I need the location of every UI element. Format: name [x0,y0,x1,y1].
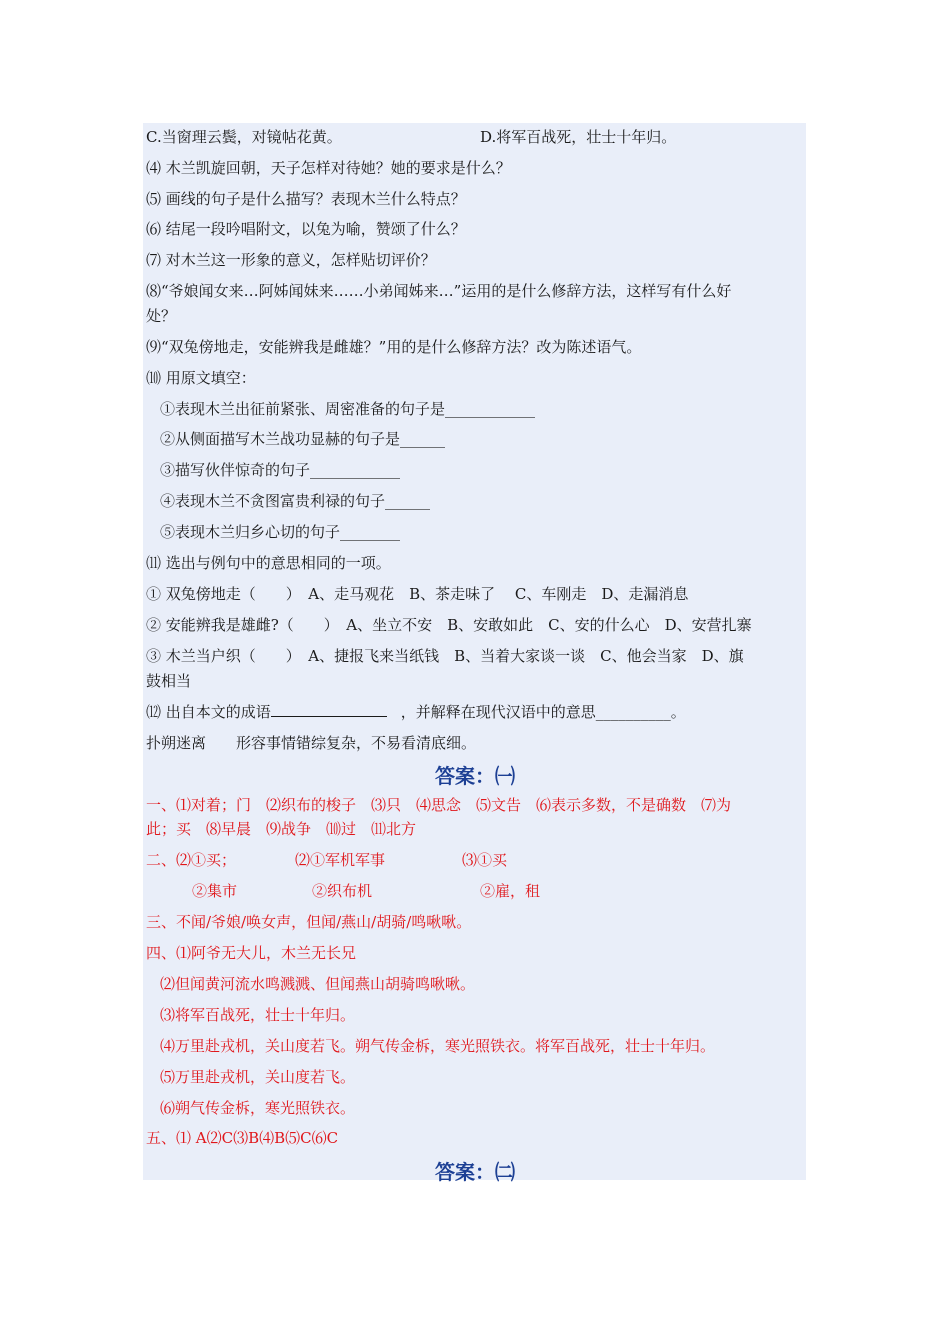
answer-2-row2-col3: ②雇，租 [480,882,541,900]
q3-option-c: C.当窗理云鬓，对镜帖花黄。 [146,128,342,146]
q12-prefix: ⑿ 出自本文的成语 [146,703,271,721]
q12-suffix: ，并解释在现代汉语中的意思__________。 [400,703,686,721]
answer-2-row2-col2: ②织布机 [312,882,373,900]
answer-2-col3: ⑶①买 [462,851,508,869]
answer-2-row2-col1: ②集市 [192,882,238,900]
q10-item-1: ①表现木兰出征前紧张、周密准备的句子是____________ [160,400,536,418]
answer-5: 五、⑴ A⑵C⑶B⑷B⑸C⑹C [146,1129,339,1147]
question-9: ⑼“双兔傍地走，安能辨我是雌雄？”用的是什么修辞方法？改为陈述语气。 [146,338,642,356]
q11-item-2: ② 安能辨我是雄雌?（ ） A、坐立不安 B、安敢如此 C、安的什么心 D、安营扎寨 [146,616,752,634]
q10-item-2: ②从侧面描写木兰战功显赫的句子是______ [160,430,446,448]
question-12 [146,702,686,722]
question-10: ⑽ 用原文填空： [146,369,256,387]
answer-4-item-2: ⑵但闻黄河流水鸣溅溅、但闻燕山胡骑鸣啾啾。 [160,975,476,993]
answer-4: 四、⑴阿爷无大儿，木兰无长兄 [146,944,357,962]
q11-item-3: ③ 木兰当户织（ ） A、捷报飞来当纸钱 B、当着大家谈一谈 C、他会当家 D、旗 [146,647,744,665]
answer-4-item-5: ⑸万里赴戎机，关山度若飞。 [160,1068,356,1086]
question-7: ⑺ 对木兰这一形象的意义，怎样贴切评价？ [146,251,436,269]
question-8-line1: ⑻“爷娘闻女来…阿姊闻妹来……小弟闻姊来…”运用的是什么修辞方法，这样写有什么好 [146,282,732,300]
answers-2-title: 答案：㈡ [435,1160,515,1184]
q12-answer: 扑朔迷离 形容事情错综复杂，不易看清底细。 [146,734,477,752]
question-11: ⑾ 选出与例句中的意思相同的一项。 [146,554,391,572]
q3-option-d: D.将军百战死，壮士十年归。 [480,128,677,146]
question-6: ⑹ 结尾一段吟唱附文，以兔为喻，赞颂了什么？ [146,220,466,238]
answer-3: 三、不闻/爷娘/唤女声，但闻/燕山/胡骑/鸣啾啾。 [146,913,472,931]
answer-4-item-4: ⑷万里赴戎机，关山度若飞。朔气传金柝，寒光照铁衣。将军百战死，壮士十年归。 [160,1037,716,1055]
q12-blank [271,702,387,717]
q10-item-3: ③描写伙伴惊奇的句子____________ [160,461,401,479]
q11-item-1: ① 双兔傍地走（ ） A、走马观花 B、茶走味了 C、车刚走 D、走漏消息 [146,585,689,603]
answer-4-item-6: ⑹朔气传金柝，寒光照铁衣。 [160,1099,356,1117]
q10-item-5: ⑤表现木兰归乡心切的句子________ [160,523,401,541]
question-5: ⑸ 画线的句子是什么描写？表现木兰什么特点？ [146,190,466,208]
question-4: ⑷ 木兰凯旋回朝，天子怎样对待她？她的要求是什么？ [146,159,511,177]
answer-2-col1: 二、⑵①买； [146,851,237,869]
answer-4-item-3: ⑶将军百战死，壮士十年归。 [160,1006,356,1024]
answer-1-line2: 此；买 ⑻早晨 ⑼战争 ⑽过 ⑾北方 [146,820,417,838]
answer-2-col2: ⑵①军机军事 [295,851,386,869]
q11-item-3-cont: 鼓相当 [146,672,192,690]
q10-item-4: ④表现木兰不贪图富贵利禄的句子______ [160,492,431,510]
question-8-line2: 处？ [146,307,177,325]
answers-1-title: 答案：㈠ [435,764,515,788]
answer-1-line1: 一、⑴对着；门 ⑵织布的梭子 ⑶只 ⑷思念 ⑸文告 ⑹表示多数，不是确数 ⑺为 [146,796,732,814]
